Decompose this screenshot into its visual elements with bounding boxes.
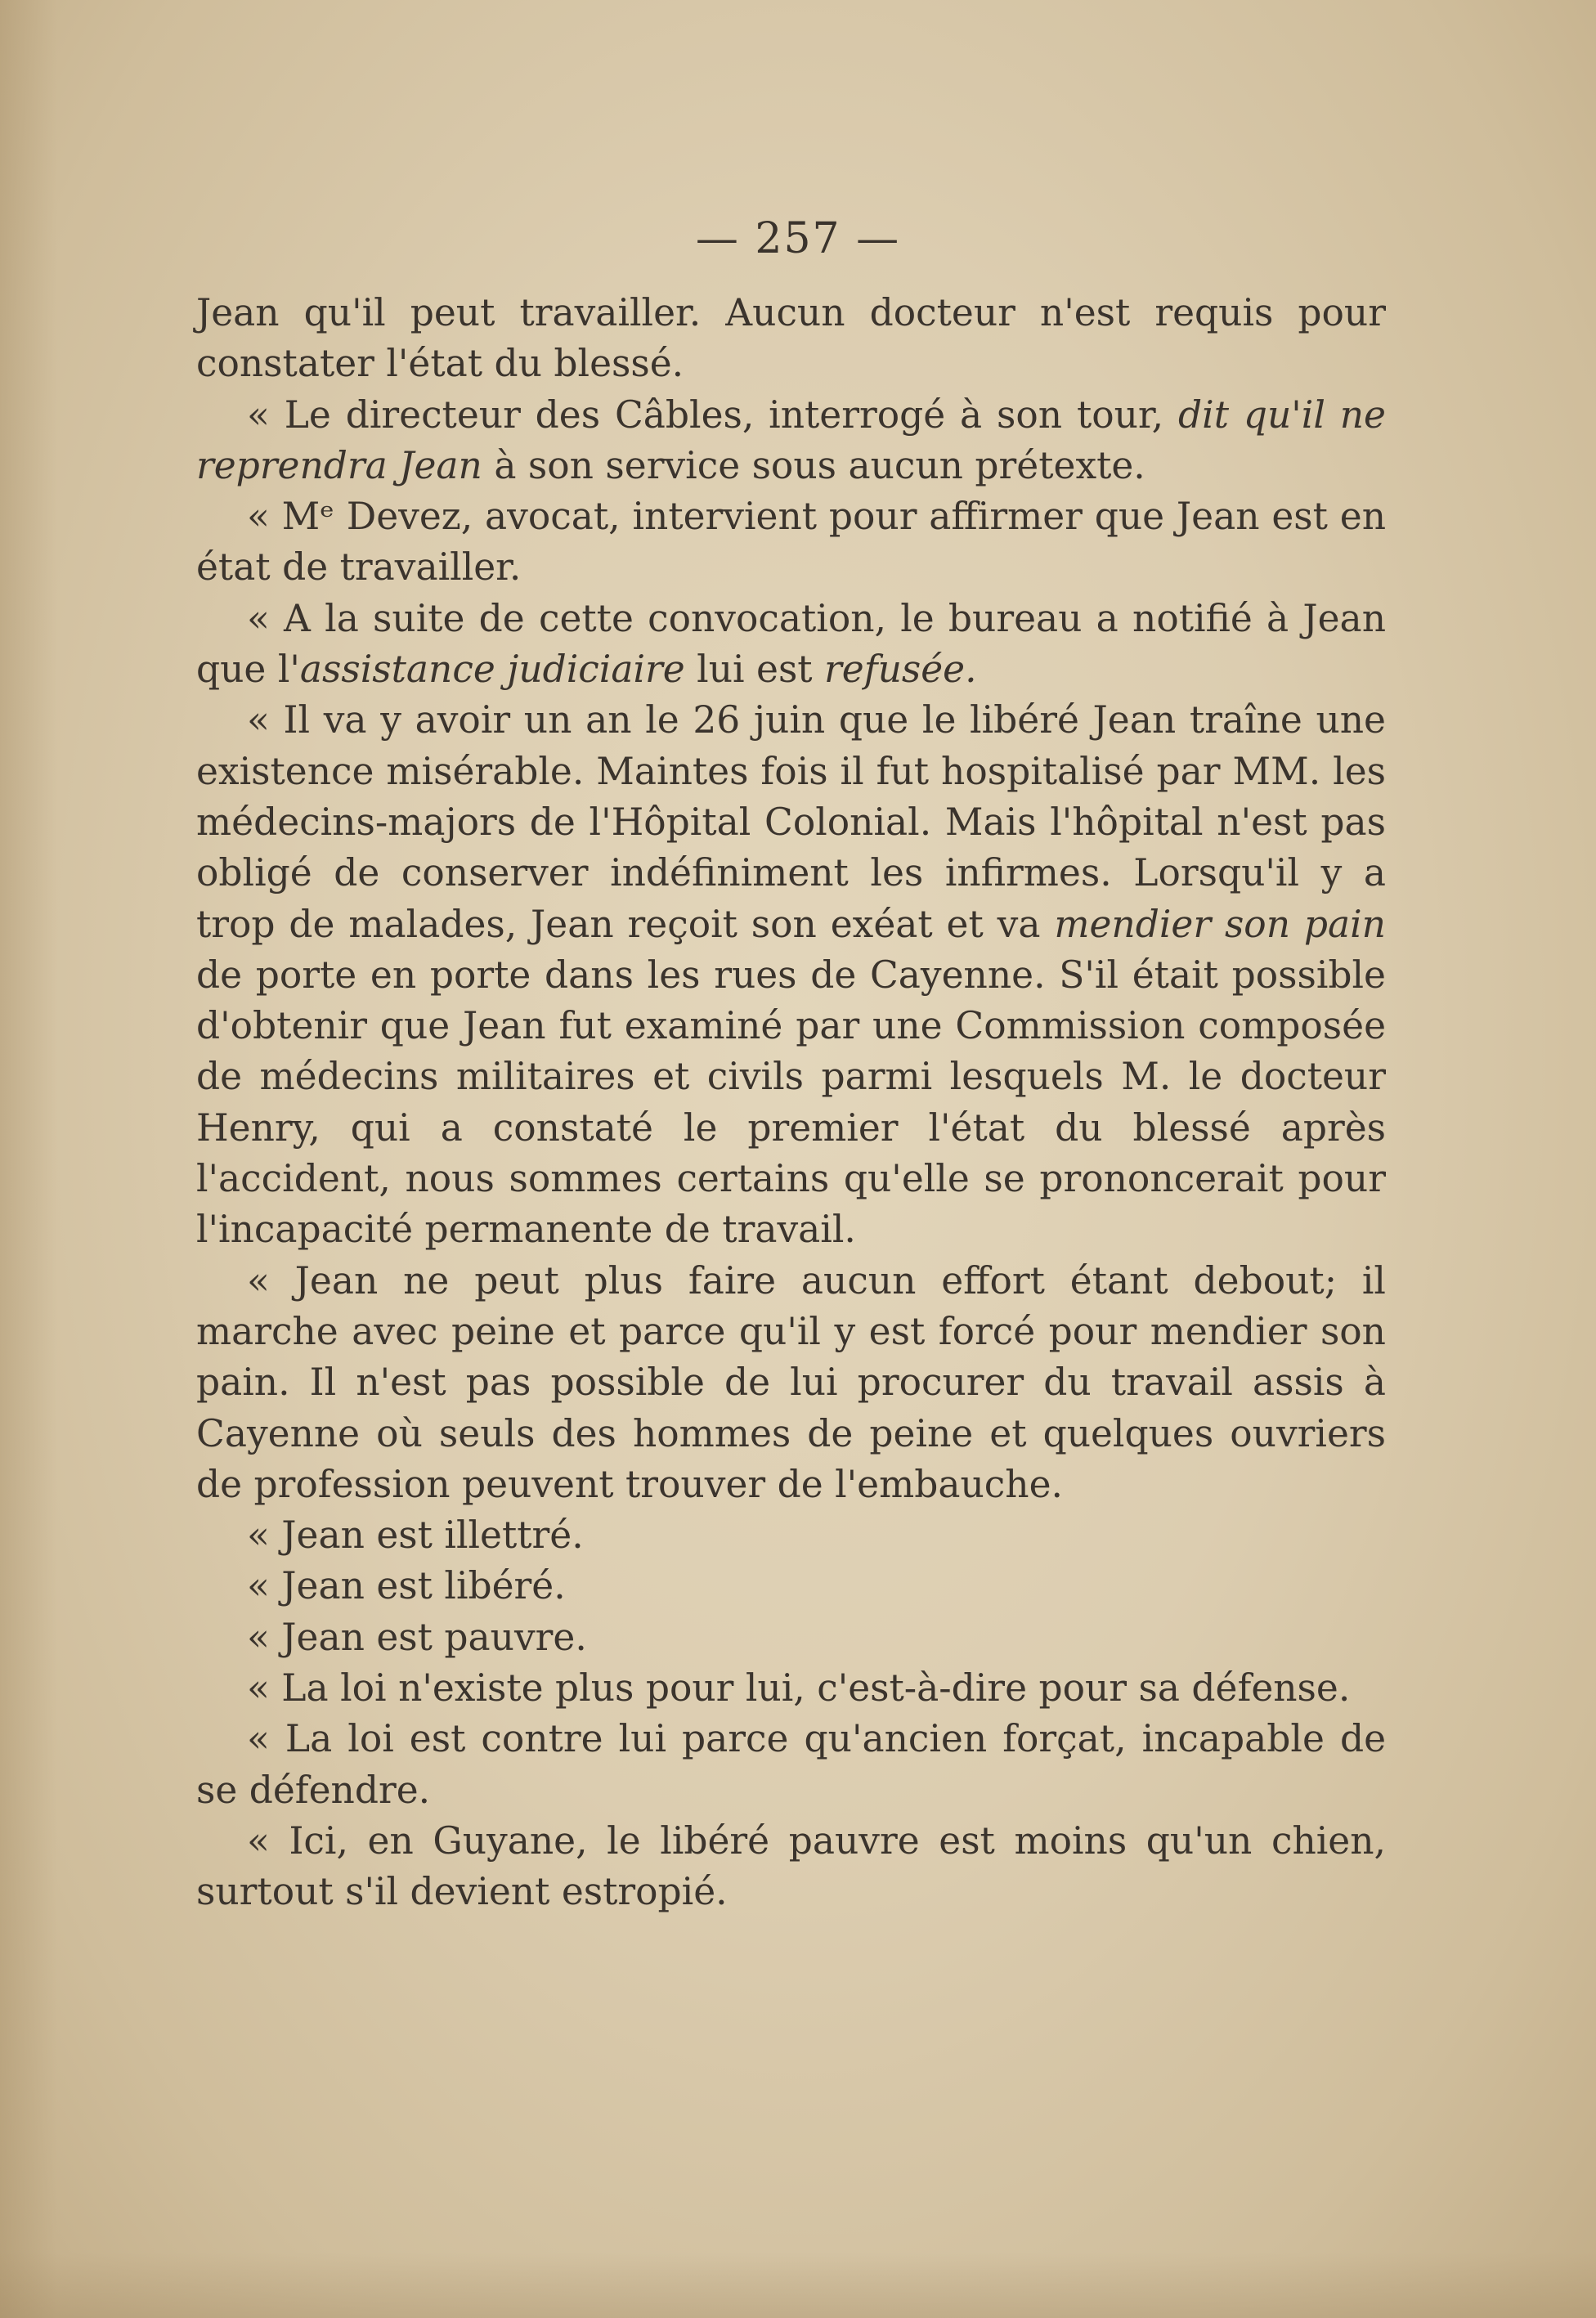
- body-text: [196, 288, 1386, 1918]
- italic-text: mendier son pain: [1054, 902, 1386, 946]
- paragraph: [196, 288, 1386, 390]
- text-run: à son service sous aucun prétexte.: [482, 443, 1145, 487]
- paragraph: [196, 1612, 1386, 1663]
- text-run: « Ici, en Guyane, le libéré pauvre est moins qu'un chien, surtout s'il devient estropié.: [196, 1818, 1386, 1914]
- italic-text: assistance judiciaire: [299, 648, 685, 692]
- text-run: lui est: [684, 648, 825, 692]
- paragraph: [196, 594, 1386, 696]
- italic-text: refusée.: [824, 648, 977, 692]
- text-run: « Mᵉ Devez, avocat, intervient pour affirmer que Jean est en état de travailler.: [196, 495, 1386, 590]
- paragraph: [196, 1561, 1386, 1612]
- text-run: « La loi est contre lui parce qu'ancien forçat, incapable de se défendre.: [196, 1717, 1386, 1812]
- paragraph: [196, 1510, 1386, 1561]
- text-run: « Jean est pauvre.: [247, 1615, 587, 1659]
- text-run: de porte en porte dans les rues de Cayenne. S'il était possible d'obtenir que Jean fut examiné par une Commission composée de médecins militaires et civils parmi lesquels M. le docteur Henry, qui a constaté le premier l'état du blessé après l'accident, nous sommes certains qu'elle se prononcerait pour l'incapacité permanente de travail.: [196, 953, 1386, 1252]
- paragraph: [196, 1714, 1386, 1816]
- paragraph: [196, 1816, 1386, 1918]
- paragraph: [196, 1663, 1386, 1714]
- page-bottom-stain: [0, 2253, 1596, 2318]
- text-run: « Jean est illettré.: [247, 1513, 584, 1558]
- text-run: « Jean est libéré.: [247, 1564, 566, 1608]
- text-run: « A la suite de cette convocation, le bureau a notifié à Jean que l': [196, 596, 1386, 692]
- paragraph: [196, 491, 1386, 594]
- text-run: « Le directeur des Câbles, interrogé à son tour,: [247, 392, 1179, 437]
- paragraph: [196, 1256, 1386, 1510]
- italic-text: dit qu'il ne reprendra Jean: [196, 392, 1386, 487]
- paragraph: [196, 695, 1386, 1255]
- text-run: Jean qu'il peut travailler. Aucun docteur n'est requis pour constater l'état du blessé.: [196, 291, 1386, 386]
- paragraph: [196, 390, 1386, 492]
- page-edge-stain: [0, 0, 57, 2318]
- text-run: « Il va y avoir un an le 26 juin que le libéré Jean traîne une existence misérable. Maintes fois il fut hospitalisé par MM. les médecins-majors de l'Hôpital Colonial. Mais l'hôpital n'est pas obligé de conserver indéfiniment les infirmes. Lorsqu'il y a trop de malades, Jean reçoit son exéat et va: [196, 698, 1386, 946]
- text-run: « Jean ne peut plus faire aucun effort étant debout; il marche avec peine et parce qu'il y est forcé pour mendier son pain. Il n'est pas possible de lui procurer du travail assis à Cayenne où seuls des hommes de peine et quelques ouvriers de profession peuvent trouver de l'embauche.: [196, 1258, 1386, 1506]
- page-number: — 257 —: [695, 214, 901, 263]
- text-run: « La loi n'existe plus pour lui, c'est-à-dire pour sa défense.: [247, 1666, 1351, 1710]
